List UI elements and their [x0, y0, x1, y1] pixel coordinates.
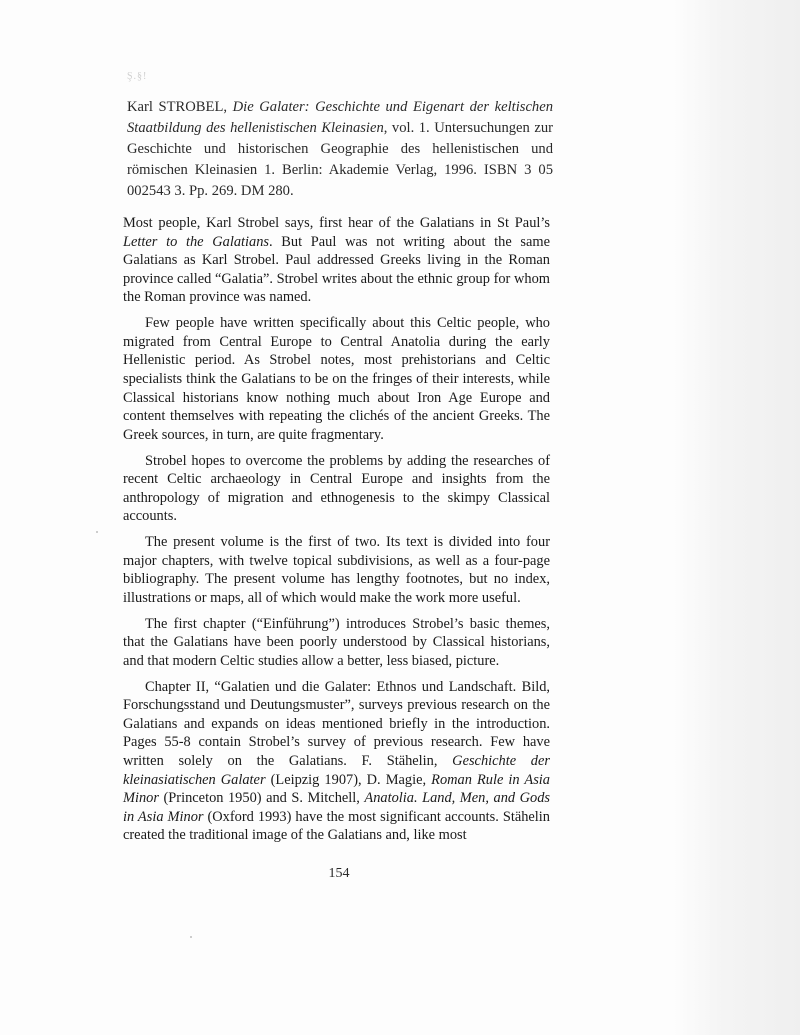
text-run: Chapter II, “Galatien und die Galater: Ethnos und Landschaft. Bild, Forschungsstand und Deutungsmuster”, surveys previous research on the Galatians and expands on ideas mentioned briefly in the introduction. Pages 55-8 contain Strobel’s survey of previous research. Few have written solely on the Galatians. F. Stähelin, — [123, 678, 550, 769]
faint-header-mark: Ş.§! — [127, 71, 148, 82]
text-run: Most people, Karl Strobel says, first hear of the Galatians in St Paul’s — [123, 215, 550, 231]
citation-title: Die Galater: Geschichte und Eigenart der keltischen Staatbildung des hellenistischen Kleinasien — [127, 99, 553, 136]
text-run: . But Paul was not writing about the same Galatians as Karl Strobel. Paul addressed Greeks living in the Roman province called “Galatia”. Strobel writes about the ethnic group for whom the Roman province was named. — [123, 233, 551, 306]
text-run: (Oxford 1993) have the most significant accounts. Stähelin created the traditional image of the Galatians and, like most — [123, 808, 550, 844]
scan-speck — [190, 936, 192, 938]
italic-title: Geschichte der kleinasiatischen Galater — [123, 752, 550, 788]
text-run: (Leipzig 1907), D. Magie, — [265, 771, 432, 788]
scan-speck — [96, 531, 98, 533]
paragraph-6 — [123, 678, 550, 845]
paragraph-5: The first chapter (“Einführung”) introduces Strobel’s basic themes, that the Galatians have been poorly understood by Classical historians, and that modern Celtic studies allow a better, less biased, picture. — [123, 615, 550, 669]
italic-title: Roman Rule in Asia Minor — [123, 771, 551, 807]
paragraph-4: The present volume is the first of two. Its text is divided into four major chapters, with twelve topical subdivisions, as well as a four-page bibliography. The present volume has lengthy footnotes, but no index, illustrations or maps, all of which would make the work more useful. — [123, 534, 550, 606]
paragraph-2: Few people have written specifically about this Celtic people, who migrated from Central Europe to Central Anatolia during the early Hellenistic period. As Strobel notes, most prehistorians and Celtic specialists think the Galatians to be on the fringes of their interests, while Classical historians know nothing much about Iron Age Europe and content themselves with repeating the clichés of the ancient Greeks. The Greek sources, in turn, are quite fragmentary. — [123, 315, 550, 443]
text-run: (Princeton 1950) and S. Mitchell, — [158, 790, 365, 807]
paragraph-1 — [123, 214, 550, 307]
scan-shadow-edge — [674, 0, 800, 1035]
italic-title: Anatolia. Land, Men, and Gods in Asia Minor — [123, 790, 550, 825]
italic-title: Letter to the Galatians — [123, 233, 270, 250]
paragraph-3: Strobel hopes to overcome the problems by adding the researches of recent Celtic archaeology in Central Europe and insights from the anthropology of migration and ethnogenesis to the skimpy Classical accounts. — [123, 452, 550, 525]
book-citation — [127, 97, 553, 202]
page-number: 154 — [328, 866, 350, 881]
review-body — [123, 214, 550, 852]
citation-details: , vol. 1. Untersuchungen zur Geschichte und historischen Geographie des hellenistischen und römischen Kleinasien 1. Berlin: Akademie Verlag, 1996. ISBN 3 05 002543 3. Pp. 269. DM 280. — [127, 120, 553, 199]
citation-author: Karl STROBEL, — [127, 99, 233, 115]
